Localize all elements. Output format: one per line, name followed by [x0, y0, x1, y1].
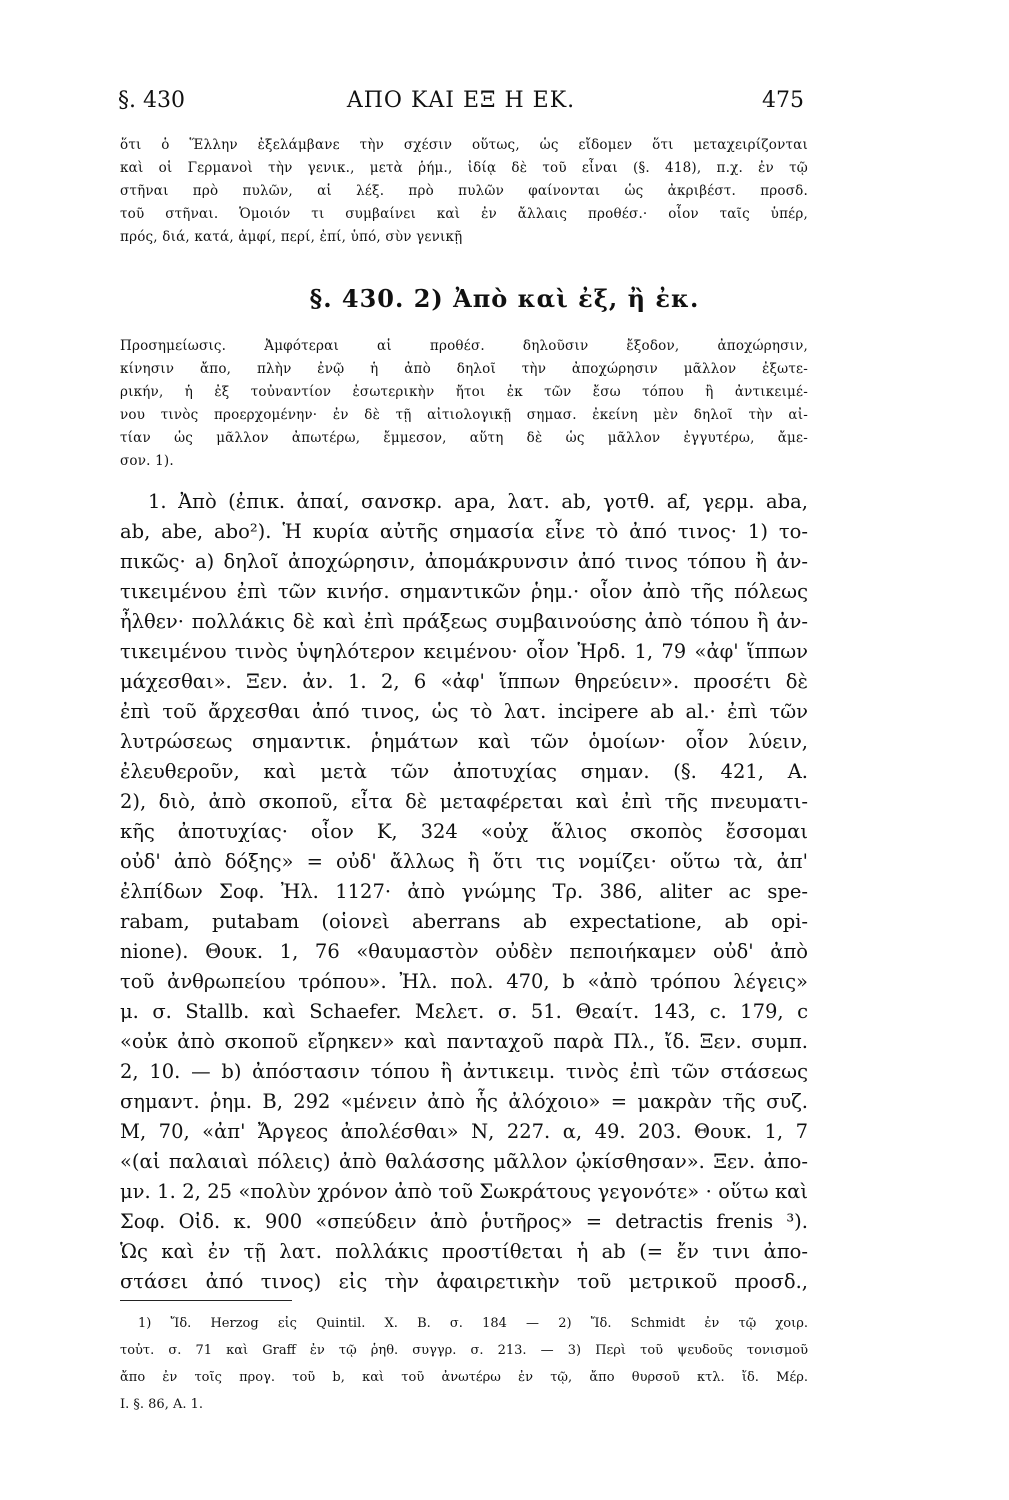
text-line: λυτρώσεως σημαντικ. ῥημάτων καὶ τῶν ὁμοίων· οἷον λύειν, — [120, 730, 808, 753]
footnote-divider — [120, 1300, 292, 1301]
text-line: «οὐκ ἀπὸ σκοποῦ εἴρηκεν» καὶ πανταχοῦ παρὰ Πλ., ἴδ. Ξεν. συμπ. — [120, 1030, 808, 1053]
text-line: ἐλπίδων Σοφ. Ἠλ. 1127· ἀπὸ γνώμης Τρ. 386, aliter ac spe- — [120, 880, 808, 903]
text-line: νου τινὸς προερχομένην· ἐν δὲ τῇ αἰτιολογικῇ σημασ. ἐκείνη μὲν δηλοῖ τὴν αἰ- — [120, 407, 808, 423]
text-line: κῆς ἀποτυχίας· οἷον Κ, 324 «οὐχ ἅλιος σκοπὸς ἔσσομαι — [120, 820, 808, 843]
footnote-line: 1) Ἴδ. Herzog εἰς Quintil. X. B. σ. 184 — 2) Ἴδ. Schmidt ἐν τῷ χοιρ. — [138, 1316, 808, 1331]
text-line: τικειμένου ἐπὶ τῶν κινήσ. σημαντικῶν ῥημ.· οἷον ἀπὸ τῆς πόλεως — [120, 580, 808, 603]
text-line: Ὡς καὶ ἐν τῇ λατ. πολλάκις προστίθεται ἡ ab (= ἔν τινι ἀπο- — [120, 1240, 808, 1263]
text-line: 2), διὸ, ἀπὸ σκοποῦ, εἶτα δὲ μεταφέρεται καὶ ἐπὶ τῆς πνευματι- — [120, 790, 808, 813]
text-line: ρικήν, ἡ ἐξ τοὐναντίον ἐσωτερικὴν ἤτοι ἐκ τῶν ἔσω τόπου ἢ ἀντικειμέ- — [120, 384, 808, 400]
text-line: μ. σ. Stallb. καὶ Schaefer. Μελετ. σ. 51. Θεαίτ. 143, c. 179, c — [120, 1000, 808, 1023]
text-line: πρός, διά, κατά, ἀμφί, περί, ἐπί, ὑπό, σὺν γενικῇ — [120, 229, 463, 245]
text-line: ab, abe, abo²). Ἡ κυρία αὐτῆς σημασία εἶνε τὸ ἀπό τινος· 1) το- — [120, 520, 808, 543]
text-line: ἐπὶ τοῦ ἄρχεσθαι ἀπό τινος, ὡς τὸ λατ. incipere ab al.· ἐπὶ τῶν — [120, 700, 808, 723]
text-line: τικειμένου τινὸς ὑψηλότερον κειμένου· οἷον Ἡρδ. 1, 79 «ἀφ' ἵππων — [120, 640, 808, 663]
text-line: κίνησιν ἄπο, πλὴν ἐνῷ ἡ ἀπὸ δηλοῖ τὴν ἀποχώρησιν μᾶλλον ἐξωτε- — [120, 361, 808, 377]
text-line: ἦλθεν· πολλάκις δὲ καὶ ἐπὶ πράξεως συμβαινούσης ἀπὸ τόπου ἢ ἀν- — [120, 610, 808, 633]
section-heading: §. 430. 2) Ἀπὸ καὶ ἐξ, ἢ ἐκ. — [309, 284, 700, 313]
header-section-number: §. 430 — [118, 88, 185, 113]
text-line: rabam, putabam (οἱονεὶ aberrans ab expectatione, ab opi- — [120, 910, 808, 933]
footnote-line: τοὐτ. σ. 71 καὶ Graff ἐν τῷ ῥηθ. συγγρ. σ. 213. — 3) Περὶ τοῦ ψευδοῦς τονισμοῦ — [120, 1343, 808, 1358]
header-title: ΑΠΟ ΚΑΙ ΕΞ Η ΕΚ. — [346, 88, 576, 113]
text-line: Μ, 70, «ἀπ' Ἄργεος ἀπολέσθαι» Ν, 227. α, 49. 203. Θουκ. 1, 7 — [120, 1120, 808, 1143]
text-line: τοῦ στῆναι. Ὁμοιόν τι συμβαίνει καὶ ἐν ἄλλαις προθέσ.· οἷον ταῖς ὑπέρ, — [120, 206, 808, 222]
text-line: «(αἱ παλαιαὶ πόλεις) ἀπὸ θαλάσσης μᾶλλον ᾠκίσθησαν». Ξεν. ἀπο- — [120, 1150, 808, 1173]
text-line: σον. 1). — [120, 453, 174, 469]
text-line: Σοφ. Οἰδ. κ. 900 «σπεύδειν ἀπὸ ῥυτῆρος» = detractis frenis ³). — [120, 1210, 808, 1233]
text-line: σημαντ. ῥημ. Β, 292 «μένειν ἀπὸ ἧς ἀλόχοιο» = μακρὰν τῆς συζ. — [120, 1090, 808, 1113]
text-line: 2, 10. — b) ἀπόστασιν τόπου ἢ ἀντικειμ. τινὸς ἐπὶ τῶν στάσεως — [120, 1060, 808, 1083]
text-line: τοῦ ἀνθρωπείου τρόπου». Ἠλ. πολ. 470, b «ἀπὸ τρόπου λέγεις» — [120, 970, 808, 993]
footnote-line: ἄπο ἐν τοῖς προγ. τοῦ b, καὶ τοῦ ἀνωτέρω ἐν τῷ, ἄπο θυρσοῦ κτλ. ἴδ. Μέρ. — [120, 1370, 808, 1385]
text-line: οὐδ' ἀπὸ δόξης» = οὐδ' ἄλλως ἢ ὅτι τις νομίζει· οὕτω τὰ, ἀπ' — [120, 850, 808, 873]
text-line: ἐλευθεροῦν, καὶ μετὰ τῶν ἀποτυχίας σημαν. (§. 421, A. — [120, 760, 808, 783]
text-line: στῆναι πρὸ πυλῶν, αἱ λέξ. πρὸ πυλῶν φαίνονται ὡς ἀκριβέστ. προσδ. — [120, 183, 808, 199]
text-line: ὅτι ὁ Ἕλλην ἐξελάμβανε τὴν σχέσιν οὕτως, ὡς εἴδομεν ὅτι μεταχειρίζονται — [120, 137, 808, 153]
text-line: 1. Ἀπὸ (ἐπικ. ἀπαί, σανσκρ. apa, λατ. ab, γοτθ. af, γερμ. aba, — [148, 490, 808, 513]
text-line: μάχεσθαι». Ξεν. ἀν. 1. 2, 6 «ἀφ' ἵππων θηρεύειν». προσέτι δὲ — [120, 670, 808, 693]
text-line: μν. 1. 2, 25 «πολὺν χρόνον ἀπὸ τοῦ Σωκράτους γεγονότε» · οὕτω καὶ — [120, 1180, 808, 1203]
text-line: στάσει ἀπό τινος) εἰς τὴν ἀφαιρετικὴν τοῦ μετρικοῦ προσδ., — [120, 1270, 808, 1293]
text-line: πικῶς· a) δηλοῖ ἀποχώρησιν, ἀπομάκρυνσιν ἀπό τινος τόπου ἢ ἀν- — [120, 550, 808, 573]
text-line: Προσημείωσις. Ἀμφότεραι αἱ προθέσ. δηλοῦσιν ἔξοδον, ἀποχώρησιν, — [120, 338, 808, 354]
text-line: τίαν ὡς μᾶλλον ἀπωτέρω, ἔμμεσον, αὕτη δὲ ὡς μᾶλλον ἐγγυτέρω, ἄμε- — [120, 430, 808, 446]
footnote-line: Ι. §. 86, Α. 1. — [120, 1397, 204, 1412]
text-line: nione). Θουκ. 1, 76 «θαυμαστὸν οὐδὲν πεποιήκαμεν οὐδ' ἀπὸ — [120, 940, 808, 963]
page-number: 475 — [762, 88, 804, 113]
running-header — [118, 88, 804, 122]
text-line: καὶ οἱ Γερμανοὶ τὴν γενικ., μετὰ ῥήμ., ἰδίᾳ δὲ τοῦ εἶναι (§. 418), π.χ. ἐν τῷ — [120, 160, 808, 176]
